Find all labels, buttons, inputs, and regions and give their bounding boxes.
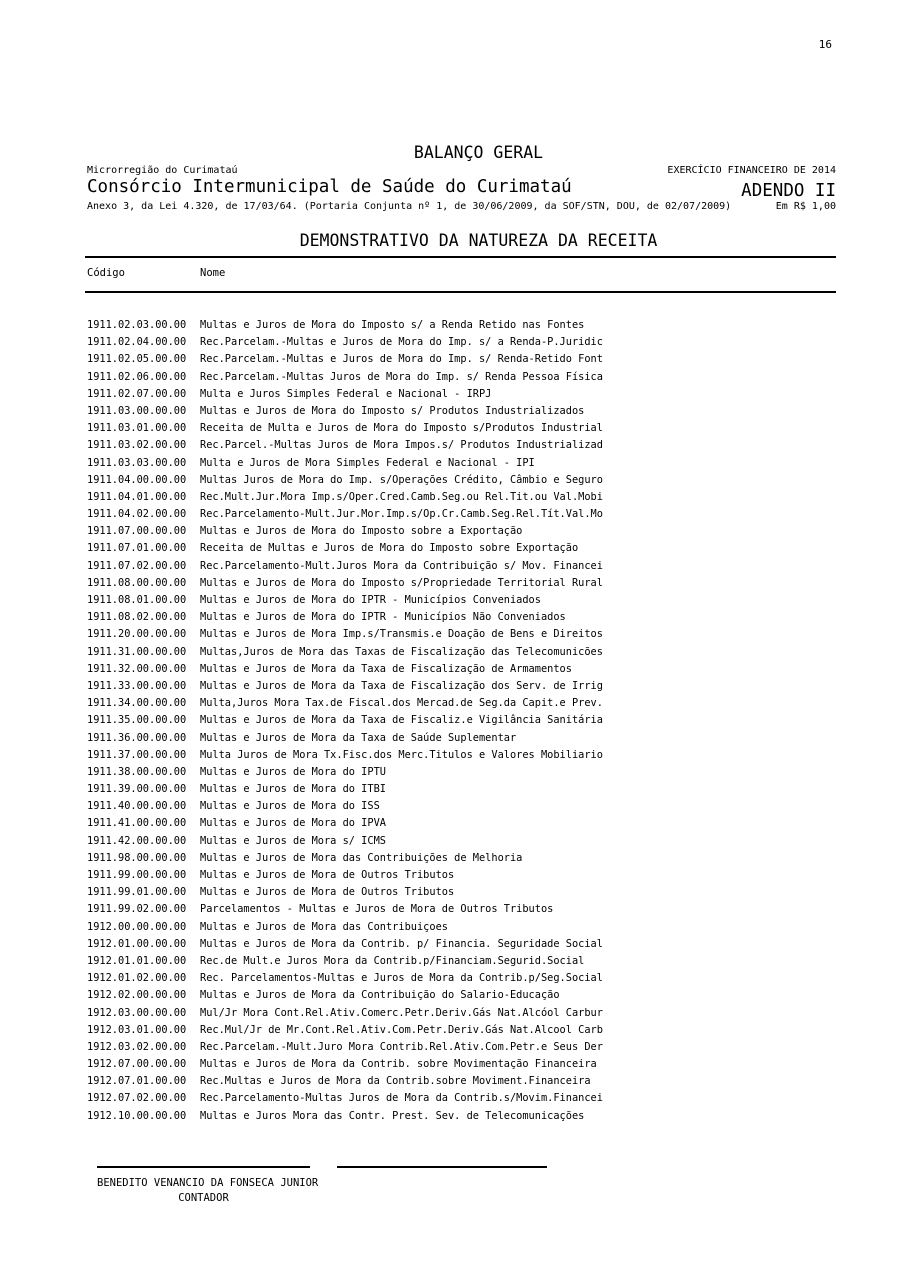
row-name: Multas e Juros de Mora Imp.s/Transmis.e Doação de Bens e Direitos <box>200 628 603 641</box>
row-code: 1912.03.02.00.00 <box>87 1040 187 1053</box>
table-row <box>87 695 838 712</box>
row-name: Rec.Parcelam.-Mult.Juro Mora Contrib.Rel.Ativ.Com.Petr.e Seus Der <box>200 1040 603 1053</box>
row-name: Rec.Parcelam.-Multas e Juros de Mora do Imp. s/ a Renda-P.Juridic <box>200 336 603 349</box>
row-name: Multas e Juros de Mora da Contribuição do Salario-Educação <box>200 989 560 1002</box>
table-top-rule <box>85 256 836 258</box>
table-row <box>87 884 838 901</box>
row-code: 1911.33.00.00.00 <box>87 679 187 692</box>
table-row <box>87 558 838 575</box>
row-name: Rec.Mul/Jr de Mr.Cont.Rel.Ativ.Com.Petr.Deriv.Gás Nat.Alcool Carb <box>200 1023 603 1036</box>
addendum-label: ADENDO II <box>741 181 836 201</box>
row-name: Multas e Juros de Mora da Contrib. p/ Financia. Seguridade Social <box>200 937 603 950</box>
row-name: Multa e Juros de Mora Simples Federal e Nacional - IPI <box>200 456 535 469</box>
row-code: 1911.35.00.00.00 <box>87 714 187 727</box>
row-code: 1912.07.00.00.00 <box>87 1058 187 1071</box>
row-code: 1911.99.01.00.00 <box>87 886 187 899</box>
row-name: Multas e Juros de Mora do Imposto sobre a Exportação <box>200 525 523 538</box>
row-name: Multas e Juros de Mora da Taxa de Fiscalização dos Serv. de Irrig <box>200 679 603 692</box>
row-name: Multas,Juros de Mora das Taxas de Fiscalização das Telecomunicões <box>200 645 603 658</box>
table-row <box>87 386 838 403</box>
table-row <box>87 712 838 729</box>
row-code: 1911.31.00.00.00 <box>87 645 187 658</box>
table-row <box>87 489 838 506</box>
row-code: 1912.01.01.00.00 <box>87 954 187 967</box>
currency-note: Em R$ 1,00 <box>775 201 836 212</box>
report-title: BALANÇO GERAL <box>413 143 544 162</box>
row-name: Multas e Juros de Mora de Outros Tributos <box>200 886 455 899</box>
row-code: 1911.39.00.00.00 <box>87 783 187 796</box>
row-code: 1911.03.00.00.00 <box>87 404 187 417</box>
row-name: Rec.Parcelam.-Multas Juros de Mora do Imp. s/ Renda Pessoa Física <box>200 370 603 383</box>
row-name: Rec.Multas e Juros de Mora da Contrib.sobre Moviment.Financeira <box>200 1075 591 1088</box>
table-row <box>87 437 838 454</box>
row-name: Rec.Parcel.-Multas Juros de Mora Impos.s/ Produtos Industrializad <box>200 439 603 452</box>
table-row <box>87 317 838 334</box>
table-row <box>87 1090 838 1107</box>
org-region: Microrregião do Curimataú <box>87 165 238 176</box>
row-name: Multa,Juros Mora Tax.de Fiscal.dos Mercad.de Seg.da Capit.e Prev. <box>200 697 603 710</box>
row-name: Multas e Juros de Mora do ISS <box>200 800 380 813</box>
row-name: Rec.Mult.Jur.Mora Imp.s/Oper.Cred.Camb.Seg.ou Rel.Tit.ou Val.Mobi <box>200 490 603 503</box>
row-name: Multas e Juros de Mora da Taxa de Fiscaliz.e Vigilância Sanitária <box>200 714 603 727</box>
table-row <box>87 953 838 970</box>
row-code: 1911.03.02.00.00 <box>87 439 187 452</box>
row-name: Multas e Juros de Mora da Contrib. sobre Movimentação Financeira <box>200 1058 597 1071</box>
row-name: Multas e Juros de Mora das Contribuiçoes <box>200 920 448 933</box>
row-code: 1911.04.00.00.00 <box>87 473 187 486</box>
table-row <box>87 1108 838 1125</box>
row-code: 1911.38.00.00.00 <box>87 765 187 778</box>
row-code: 1911.03.03.00.00 <box>87 456 187 469</box>
row-code: 1911.02.03.00.00 <box>87 319 187 331</box>
legal-reference: Anexo 3, da Lei 4.320, de 17/03/64. (Portaria Conjunta nº 1, de 30/06/2009, da SOF/STN, DOU, de 02/07/2009) <box>87 201 732 212</box>
row-name: Rec.Parcelam.-Multas e Juros de Mora do Imp. s/ Renda-Retido Font <box>200 353 603 366</box>
row-name: Rec. Parcelamentos-Multas e Juros de Mora da Contrib.p/Seg.Social <box>200 972 603 985</box>
row-code: 1911.08.02.00.00 <box>87 611 187 624</box>
row-code: 1912.03.01.00.00 <box>87 1023 187 1036</box>
table-row <box>87 455 838 472</box>
page-number: 16 <box>818 38 832 51</box>
table-row <box>87 815 838 832</box>
row-code: 1911.07.00.00.00 <box>87 525 187 538</box>
row-name: Multas e Juros de Mora do ITBI <box>200 783 386 796</box>
column-header-name: Nome <box>200 267 226 279</box>
org-name: Consórcio Intermunicipal de Saúde do Curimataú <box>87 177 572 197</box>
signature-line <box>337 1166 547 1168</box>
table-row <box>87 919 838 936</box>
row-name: Multas Juros de Mora do Imp. s/Operações Crédito, Câmbio e Seguro <box>200 473 603 486</box>
table-row <box>87 1005 838 1022</box>
table-column-headers <box>87 267 838 279</box>
row-code: 1911.03.01.00.00 <box>87 422 187 435</box>
row-code: 1912.07.01.00.00 <box>87 1075 187 1088</box>
table-row <box>87 1039 838 1056</box>
row-name: Rec.Parcelamento-Multas Juros de Mora da Contrib.s/Movim.Financei <box>200 1092 603 1105</box>
row-code: 1911.08.00.00.00 <box>87 576 187 589</box>
table-row <box>87 644 838 661</box>
table-row <box>87 472 838 489</box>
table-row <box>87 403 838 420</box>
row-name: Multas e Juros de Mora das Contribuições de Melhoria <box>200 851 523 864</box>
section-title: DEMONSTRATIVO DA NATUREZA DA RECEITA <box>299 231 658 250</box>
row-name: Multas e Juros Mora das Contr. Prest. Sev. de Telecomunicações <box>200 1109 585 1122</box>
row-code: 1912.03.00.00.00 <box>87 1006 187 1019</box>
row-name: Multas e Juros de Mora da Taxa de Saúde Suplementar <box>200 731 517 744</box>
table-header-rule <box>85 291 836 293</box>
row-code: 1911.20.00.00.00 <box>87 628 187 641</box>
table-row <box>87 334 838 351</box>
table-row <box>87 901 838 918</box>
row-code: 1911.02.06.00.00 <box>87 370 187 383</box>
column-header-code: Código <box>87 267 125 279</box>
row-code: 1911.02.05.00.00 <box>87 353 187 366</box>
row-code: 1912.10.00.00.00 <box>87 1109 187 1122</box>
signature-block-accountant <box>97 1166 319 1204</box>
row-code: 1912.01.02.00.00 <box>87 972 187 985</box>
row-name: Multas e Juros de Mora s/ ICMS <box>200 834 386 847</box>
row-code: 1911.07.01.00.00 <box>87 542 187 555</box>
table-row <box>87 1022 838 1039</box>
row-code: 1911.02.04.00.00 <box>87 336 187 349</box>
table-row <box>87 781 838 798</box>
row-name: Parcelamentos - Multas e Juros de Mora de Outros Tributos <box>200 903 554 916</box>
row-code: 1911.08.01.00.00 <box>87 594 187 606</box>
row-name: Multas e Juros de Mora do IPTU <box>200 765 386 778</box>
row-code: 1911.37.00.00.00 <box>87 748 187 761</box>
row-code: 1912.00.00.00.00 <box>87 920 187 933</box>
row-name: Multas e Juros de Mora do Imposto s/ a Renda Retido nas Fontes <box>200 319 585 331</box>
row-name: Multas e Juros de Mora de Outros Tributos <box>200 869 455 881</box>
table-row <box>87 850 838 867</box>
table-row <box>87 833 838 850</box>
row-code: 1911.32.00.00.00 <box>87 662 187 675</box>
row-code: 1912.02.00.00.00 <box>87 989 187 1002</box>
row-name: Receita de Multa e Juros de Mora do Imposto s/Produtos Industrial <box>200 422 603 435</box>
row-code: 1911.34.00.00.00 <box>87 697 187 710</box>
row-name: Multas e Juros de Mora da Taxa de Fiscalização de Armamentos <box>200 662 572 675</box>
row-code: 1911.04.01.00.00 <box>87 490 187 503</box>
row-code: 1911.99.02.00.00 <box>87 903 187 916</box>
signature-block-blank <box>337 1166 547 1204</box>
table-row <box>87 609 838 626</box>
row-code: 1911.07.02.00.00 <box>87 559 187 572</box>
row-code: 1911.98.00.00.00 <box>87 851 187 864</box>
row-code: 1911.42.00.00.00 <box>87 834 187 847</box>
row-code: 1911.02.07.00.00 <box>87 387 187 400</box>
table-row <box>87 730 838 747</box>
row-code: 1912.01.00.00.00 <box>87 937 187 950</box>
revenue-code-list <box>87 317 838 1125</box>
signature-line <box>97 1166 310 1168</box>
row-code: 1911.36.00.00.00 <box>87 731 187 744</box>
table-row <box>87 523 838 540</box>
row-name: Multas e Juros de Mora do Imposto s/ Produtos Industrializados <box>200 404 585 417</box>
row-name: Multas e Juros de Mora do IPVA <box>200 817 386 830</box>
fiscal-year-label: EXERCÍCIO FINANCEIRO DE 2014 <box>667 165 836 176</box>
row-code: 1911.40.00.00.00 <box>87 800 187 813</box>
signature-area <box>97 1166 547 1204</box>
row-name: Multa Juros de Mora Tx.Fisc.dos Merc.Titulos e Valores Mobiliario <box>200 748 603 761</box>
row-code: 1911.99.00.00.00 <box>87 869 187 881</box>
table-row <box>87 798 838 815</box>
table-row <box>87 764 838 781</box>
table-row <box>87 420 838 437</box>
table-row <box>87 575 838 592</box>
row-name: Mul/Jr Mora Cont.Rel.Ativ.Comerc.Petr.Deriv.Gás Nat.Alcóol Carbur <box>200 1006 603 1019</box>
row-code: 1911.41.00.00.00 <box>87 817 187 830</box>
row-name: Multa e Juros Simples Federal e Nacional - IRPJ <box>200 387 492 400</box>
table-row <box>87 970 838 987</box>
table-row <box>87 351 838 368</box>
table-row <box>87 936 838 953</box>
signer-name: BENEDITO VENANCIO DA FONSECA JUNIOR <box>97 1177 319 1189</box>
table-row <box>87 661 838 678</box>
table-row <box>87 678 838 695</box>
row-name: Receita de Multas e Juros de Mora do Imposto sobre Exportação <box>200 542 579 555</box>
signer-title: CONTADOR <box>178 1192 229 1204</box>
table-row <box>87 747 838 764</box>
table-row <box>87 506 838 523</box>
table-row <box>87 592 838 609</box>
table-row <box>87 540 838 557</box>
table-row <box>87 1056 838 1073</box>
row-name: Multas e Juros de Mora do Imposto s/Propriedade Territorial Rural <box>200 576 603 589</box>
row-name: Multas e Juros de Mora do IPTR - Municípios Conveniados <box>200 594 541 606</box>
table-row <box>87 987 838 1004</box>
table-row <box>87 867 838 884</box>
row-code: 1912.07.02.00.00 <box>87 1092 187 1105</box>
table-row <box>87 1073 838 1090</box>
row-code: 1911.04.02.00.00 <box>87 508 187 521</box>
table-row <box>87 626 838 643</box>
row-name: Rec.Parcelamento-Mult.Jur.Mor.Imp.s/Op.Cr.Camb.Seg.Rel.Tít.Val.Mo <box>200 508 603 521</box>
row-name: Rec.de Mult.e Juros Mora da Contrib.p/Financiam.Segurid.Social <box>200 954 585 967</box>
row-name: Rec.Parcelamento-Mult.Juros Mora da Contribuição s/ Mov. Financei <box>200 559 603 572</box>
table-row <box>87 369 838 386</box>
row-name: Multas e Juros de Mora do IPTR - Municípios Não Conveniados <box>200 611 566 624</box>
